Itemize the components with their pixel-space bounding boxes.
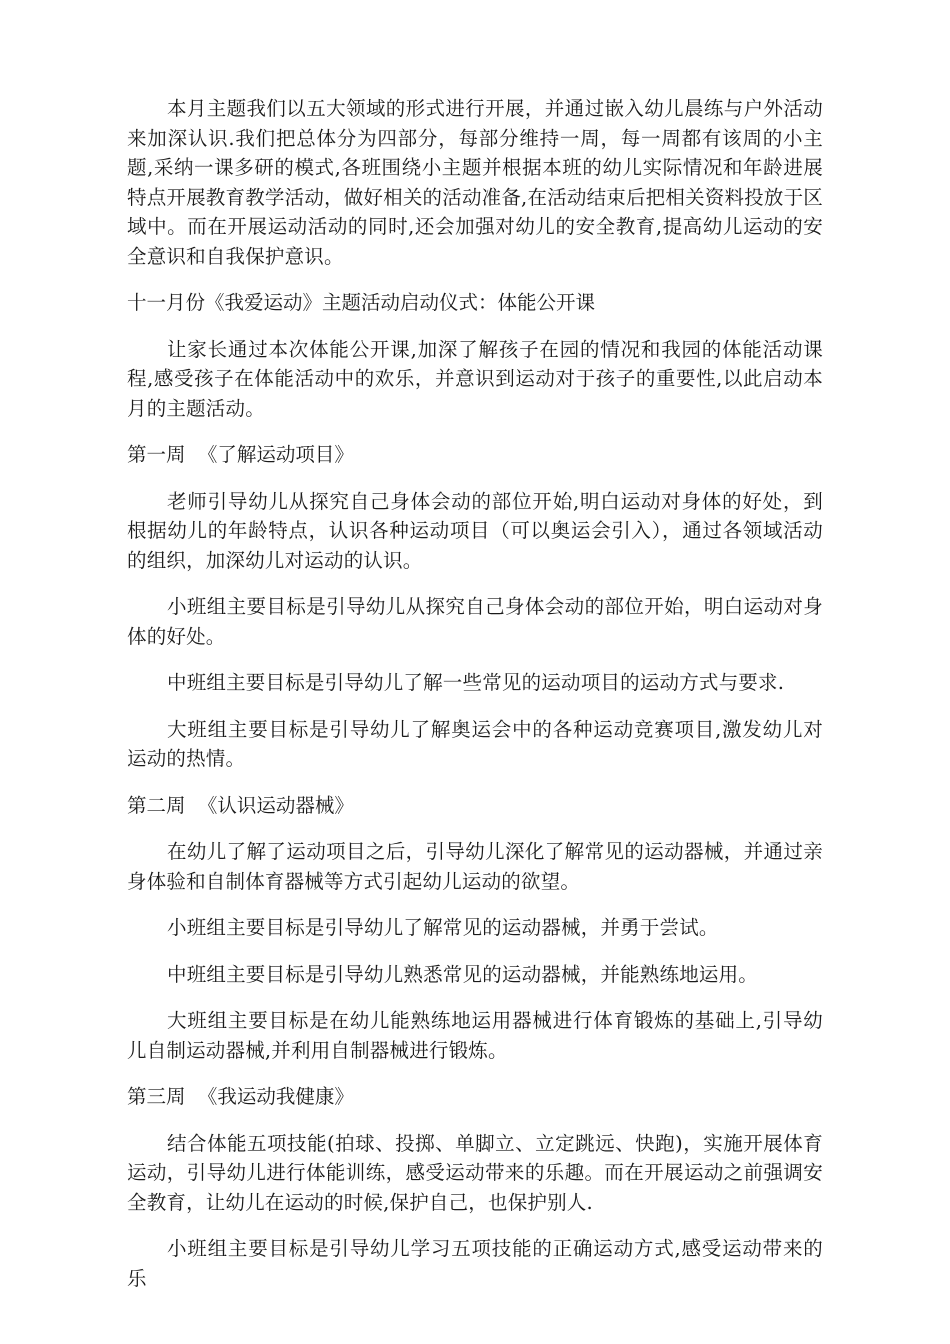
week2-overview: 在幼儿了解了运动项目之后，引导幼儿深化了解常见的运动器械，并通过亲身体验和自制体育器械等方式引起幼儿运动的欲望。: [127, 840, 823, 893]
week2-large-class-goal: 大班组主要目标是在幼儿能熟练地运用器械进行体育锻炼的基础上,引导幼儿自制运动器械,并利用自制器械进行锻炼。: [127, 1009, 823, 1062]
week3-overview: 结合体能五项技能(拍球、投掷、单脚立、立定跳远、快跑)，实施开展体育运动，引导幼儿进行体能训练，感受运动带来的乐趣。而在开展运动之前强调安全教育，让幼儿在运动的时候,保护自己，也保护别人.: [127, 1131, 823, 1214]
week2-middle-class-goal: 中班组主要目标是引导幼儿熟悉常见的运动器械，并能熟练地运用。: [167, 962, 759, 986]
document-page: [127, 94, 823, 1310]
intro-paragraph: 本月主题我们以五大领域的形式进行开展，并通过嵌入幼儿晨练与户外活动来加深认识.我们把总体分为四部分，每部分维持一周，每一周都有该周的小主题,采纳一课多研的模式,各班围绕小主题并根据本班的幼儿实际情况和年龄进展特点开展教育教学活动，做好相关的活动准备,在活动结束后把相关资料投放于区域中。而在开展运动活动的同时,还会加强对幼儿的安全教育,提高幼儿运动的安全意识和自我保护意识。: [127, 97, 823, 268]
week1-small-class-goal: 小班组主要目标是引导幼儿从探究自己身体会动的部位开始，明白运动对身体的好处。: [127, 595, 823, 648]
week1-large-class-goal: 大班组主要目标是引导幼儿了解奥运会中的各种运动竞赛项目,激发幼儿对运动的热情。: [127, 717, 823, 770]
week2-heading: 第二周 《认识运动器械》: [127, 793, 354, 817]
week1-overview: 老师引导幼儿从探究自己身体会动的部位开始,明白运动对身体的好处，到根据幼儿的年龄特点，认识各种运动项目（可以奥运会引入），通过各领域活动的组织，加深幼儿对运动的认识。: [127, 489, 823, 572]
ceremony-heading: 十一月份《我爱运动》主题活动启动仪式：体能公开课: [127, 291, 596, 314]
week1-middle-class-goal: 中班组主要目标是引导幼儿了解一些常见的运动项目的运动方式与要求.: [167, 671, 785, 694]
week2-small-class-goal: 小班组主要目标是引导幼儿了解常见的运动器械，并勇于尝试。: [167, 916, 719, 939]
week1-heading: 第一周 《了解运动项目》: [127, 443, 354, 466]
week3-heading: 第三周 《我运动我健康》: [127, 1085, 354, 1108]
week3-small-class-goal: 小班组主要目标是引导幼儿学习五项技能的正确运动方式,感受运动带来的乐: [127, 1237, 823, 1290]
ceremony-paragraph: 让家长通过本次体能公开课,加深了解孩子在园的情况和我园的体能活动课程,感受孩子在体能活动中的欢乐，并意识到运动对于孩子的重要性,以此启动本月的主题活动。: [127, 337, 823, 420]
